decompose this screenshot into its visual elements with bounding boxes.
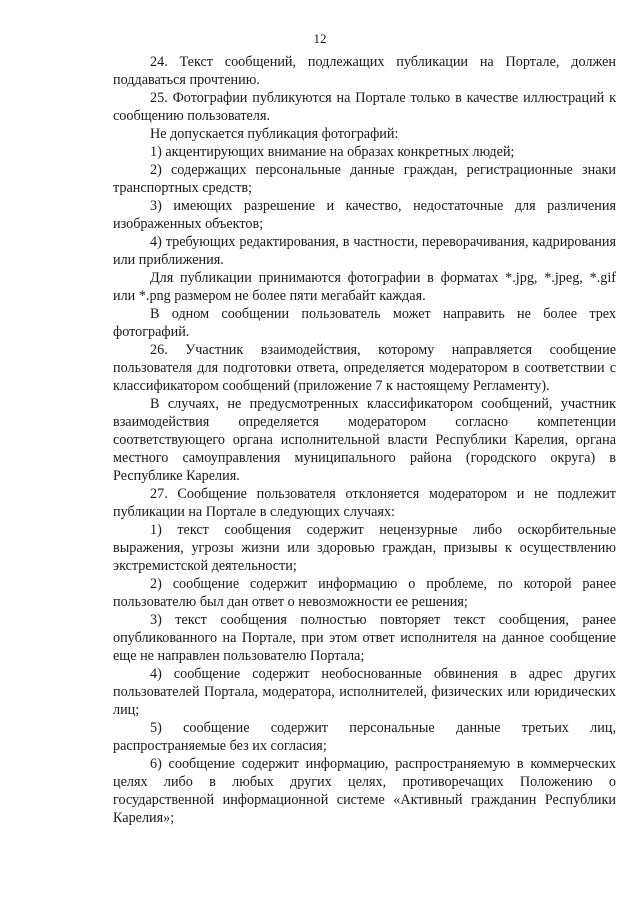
paragraph-27: 27. Сообщение пользователя отклоняется модератором и не подлежит публикации на Портале в следующих случаях: <box>113 486 616 520</box>
document-body <box>113 53 616 827</box>
paragraph-24: 24. Текст сообщений, подлежащих публикации на Портале, должен поддаваться прочтению. <box>113 54 616 88</box>
list-item-reject-1: 1) текст сообщения содержит нецензурные либо оскорбительные выражения, угрозы жизни или здоровью граждан, призывы к осуществлению экстремистской деятельности; <box>113 522 616 574</box>
list-item-reject-4: 4) сообщение содержит необоснованные обвинения в адрес других пользователей Портала, модератора, исполнителей, физических или юридических лиц; <box>113 666 616 718</box>
page-number: 12 <box>313 31 327 46</box>
list-item-photo-2: 2) содержащих персональные данные граждан, регистрационные знаки транспортных средств; <box>113 162 616 196</box>
list-item-photo-3: 3) имеющих разрешение и качество, недостаточные для различения изображенных объектов; <box>113 198 616 232</box>
list-item-photo-1: 1) акцентирующих внимание на образах конкретных людей; <box>150 144 515 160</box>
paragraph-photo-restrictions-intro: Не допускается публикация фотографий: <box>150 126 399 142</box>
paragraph-photo-formats: Для публикации принимаются фотографии в форматах *.jpg, *.jpeg, *.gif или *.png размером не более пяти мегабайт каждая. <box>113 270 616 304</box>
paragraph-26-exceptions: В случаях, не предусмотренных классификатором сообщений, участник взаимодействия определяется модератором согласно компетенции соответствующего органа исполнительной власти Республики Карелия, органа местного самоуправления муниципального района (городского округа) в Республике Карелия. <box>113 396 616 484</box>
paragraph-photo-limit: В одном сообщении пользователь может направить не более трех фотографий. <box>113 306 616 340</box>
paragraph-26: 26. Участник взаимодействия, которому направляется сообщение пользователя для подготовки ответа, определяется модератором в соответствии с классификатором сообщений (приложение 7 к настоящему Регламенту). <box>113 342 616 394</box>
list-item-reject-2: 2) сообщение содержит информацию о проблеме, по которой ранее пользователю был дан ответ о невозможности ее решения; <box>113 576 616 610</box>
list-item-reject-6: 6) сообщение содержит информацию, распространяемую в коммерческих целях либо в любых других целях, противоречащих Положению о государственной информационной системе «Активный гражданин Республики Карелия»; <box>113 756 616 826</box>
list-item-photo-4: 4) требующих редактирования, в частности, переворачивания, кадрирования или приближения. <box>113 234 616 268</box>
paragraph-25: 25. Фотографии публикуются на Портале только в качестве иллюстраций к сообщению пользователя. <box>113 90 616 124</box>
list-item-reject-5: 5) сообщение содержит персональные данные третьих лиц, распространяемые без их согласия; <box>113 720 616 754</box>
list-item-reject-3: 3) текст сообщения полностью повторяет текст сообщения, ранее опубликованного на Портале, при этом ответ исполнителя на данное сообщение еще не направлен пользователю Портала; <box>113 612 616 664</box>
